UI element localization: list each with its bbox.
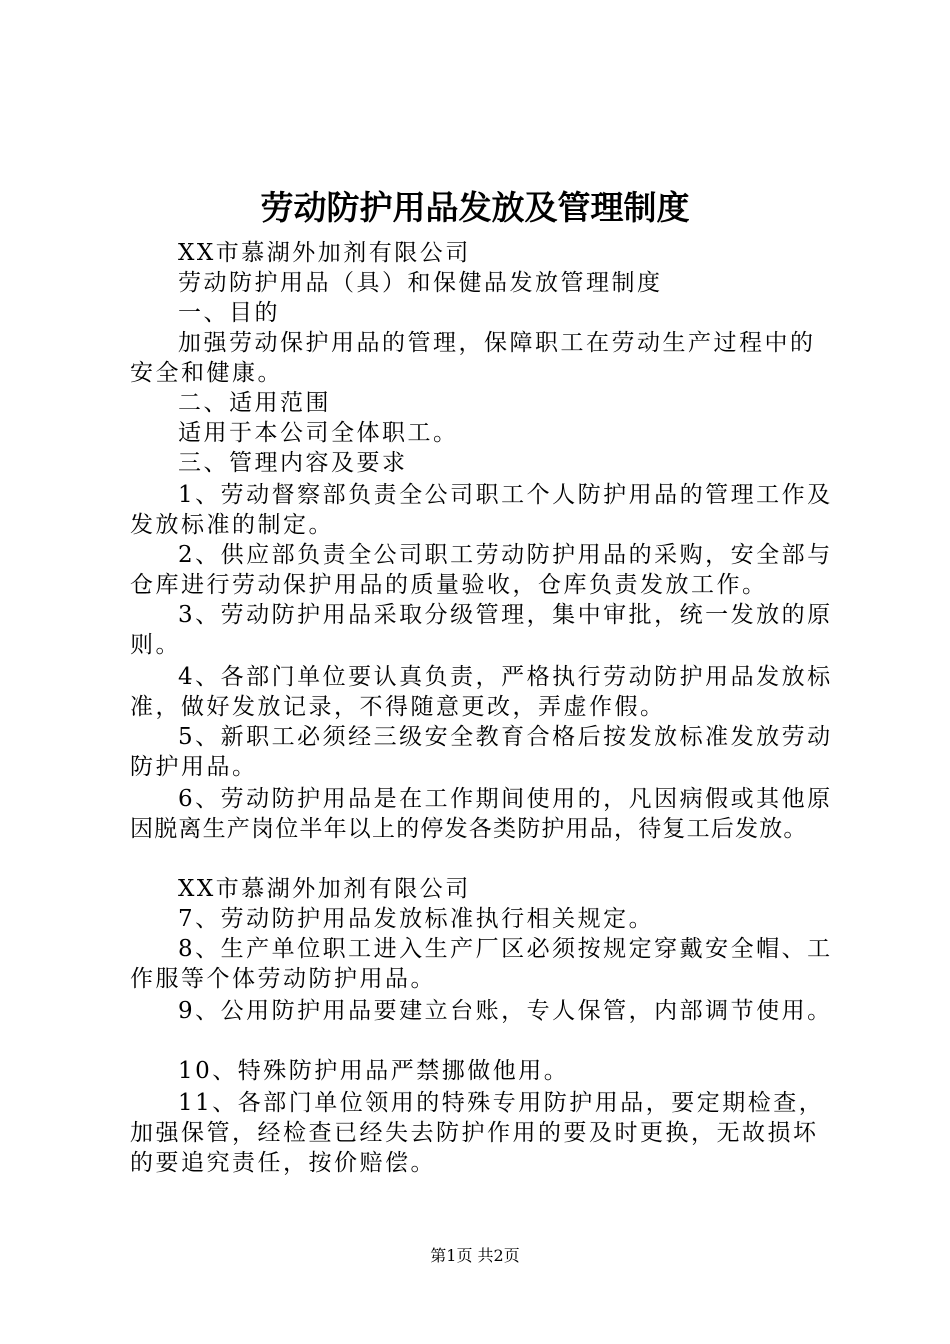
body-line: XX市慕湖外加剂有限公司 (178, 876, 471, 902)
page-number: 第1页 共2页 (430, 1246, 520, 1265)
body-line: 加强劳动保护用品的管理，保障职工在劳动生产过程中的 (178, 330, 816, 356)
body-line: 加强保管，经检查已经失去防护作用的要及时更换，无故损坏 (130, 1120, 819, 1146)
body-line: 防护用品。 (130, 754, 258, 780)
body-line: 二、适用范围 (178, 390, 331, 416)
body-line: 5、新职工必须经三级安全教育合格后按发放标准发放劳动 (178, 724, 833, 750)
body-line: 仓库进行劳动保护用品的质量验收，仓库负责发放工作。 (130, 572, 768, 598)
body-line: 因脱离生产岗位半年以上的停发各类防护用品，待复工后发放。 (130, 816, 808, 842)
body-line: 一、目的 (178, 300, 280, 326)
body-line: 11、各部门单位领用的特殊专用防护用品，要定期检查， (178, 1090, 825, 1116)
body-line: 的要追究责任，按价赔偿。 (130, 1150, 436, 1176)
body-line: 4、各部门单位要认真负责，严格执行劳动防护用品发放标 (178, 664, 833, 690)
body-line: 三、管理内容及要求 (178, 450, 408, 476)
body-line: 7、劳动防护用品发放标准执行相关规定。 (178, 906, 655, 932)
body-line: 劳动防护用品（具）和保健品发放管理制度 (178, 270, 663, 296)
body-line: 安全和健康。 (130, 360, 283, 386)
body-line: 2、供应部负责全公司职工劳动防护用品的采购，安全部与 (178, 542, 833, 568)
body-line: 则。 (130, 632, 181, 658)
body-line: 1、劳动督察部负责全公司职工个人防护用品的管理工作及 (178, 482, 833, 508)
body-line: 发放标准的制定。 (130, 512, 334, 538)
body-line: 准，做好发放记录，不得随意更改，弄虚作假。 (130, 694, 666, 720)
body-line: 3、劳动防护用品采取分级管理，集中审批，统一发放的原 (178, 602, 833, 628)
body-line: 适用于本公司全体职工。 (178, 420, 459, 446)
body-line: 6、劳动防护用品是在工作期间使用的，凡因病假或其他原 (178, 786, 833, 812)
document-title: 劳动防护用品发放及管理制度 (260, 188, 690, 227)
body-line: 8、生产单位职工进入生产厂区必须按规定穿戴安全帽、工 (178, 936, 833, 962)
body-line: 作服等个体劳动防护用品。 (130, 966, 436, 992)
body-line: XX市慕湖外加剂有限公司 (178, 240, 471, 266)
body-line: 9、公用防护用品要建立台账，专人保管，内部调节使用。 (178, 998, 833, 1024)
body-line: 10、特殊防护用品严禁挪做他用。 (178, 1058, 570, 1084)
